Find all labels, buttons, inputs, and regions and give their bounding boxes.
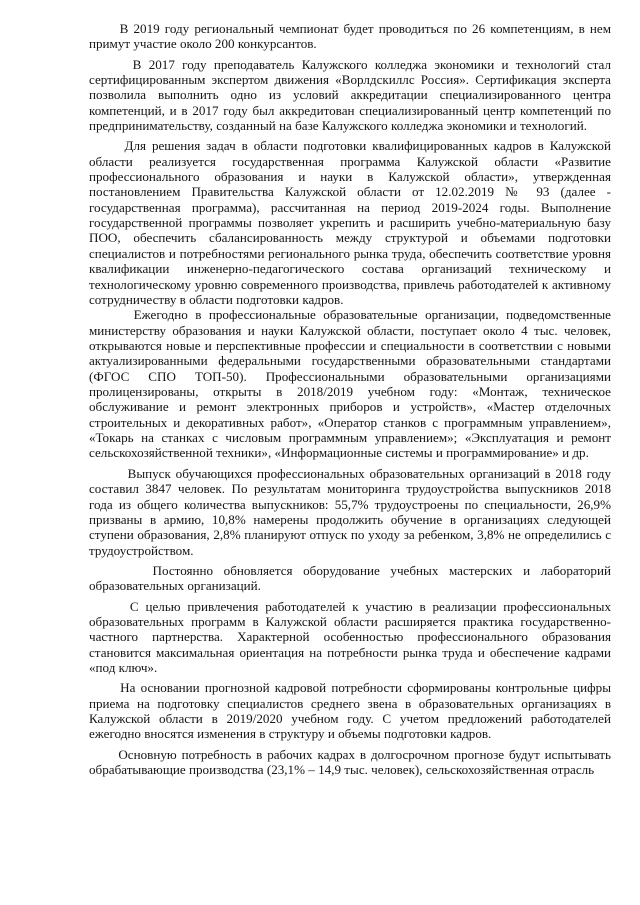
paragraph-state-program: Для решения задач в области подготовки квалифицированных кадров в Калужской области реализуется государственная программа Калужской области «Развитие профессионального образования и науки в Калужской области», утвержденная постановлением Правительства Калужской области от 12.02.2019 № 93 (далее - государственная программа), рассчитанная на период 2019-2024 годы. Выполнение государственной программы позволяет укрепить и расширить учебно-материальную базу ПОО, обеспечить сбалансированность между структурой и объемами подготовки специалистов и потребностями регионального рынка труда, обеспечить соответствие уровня квалификации инженерно-педагогического состава организаций техническому и технологическому уровню современного производства, привлечь работодателей к активному сотрудничеству в области подготовки кадров.	[89, 138, 611, 307]
paragraph-graduates: Выпуск обучающихся профессиональных образовательных организаций в 2018 году составил 3847 человек. По результатам мониторинга трудоустройства выпускников 2018 года из общего количества выпускников: 55,7% трудоустроены по специальности, 26,9% призваны в армию, 10,8% намерены продолжить обучение в организациях следующей ступени образования, 2,8% планируют отпуск по уходу за ребенком, 3,8% не определились с трудоустройством.	[89, 465, 611, 558]
paragraph-workforce-demand: Основную потребность в рабочих кадрах в долгосрочном прогнозе будут испытывать обрабатывающие производства (23,1% – 14,9 тыс. человек), сельскохозяйственная отрасль	[89, 746, 611, 777]
document-body	[89, 21, 611, 778]
paragraph-championship: В 2019 году региональный чемпионат будет проводиться по 26 компетенциям, в нем примут участие около 200 конкурсантов.	[89, 21, 611, 52]
paragraph-partnership: С целью привлечения работодателей к участию в реализации профессиональных образовательных программ в Калужской области расширяется практика государственно-частного партнерства. Характерной особенностью профессионального образования становится максимальная ориентация на потребности рынка труда и обеспечение кадрами «под ключ».	[89, 598, 611, 675]
paragraph-expert-certification: В 2017 году преподаватель Калужского колледжа экономики и технологий стал сертифицированным экспертом движения «Ворлдскиллс Россия». Сертификация эксперта позволила выполнить одно из условий аккредитации специализированного центра компетенций, и в 2017 году был аккредитован специализированный центр компетенций по предпринимательству, созданный на базе Калужского колледжа экономики и технологий.	[89, 56, 611, 134]
paragraph-admission-targets: На основании прогнозной кадровой потребности сформированы контрольные цифры приема на подготовку специалистов среднего звена в образовательных организациях в Калужской области в 2019/2020 учебном году. С учетом предложений работодателей ежегодно вносятся изменения в структуру и объемы подготовки кадров.	[89, 680, 611, 742]
paragraph-equipment: Постоянно обновляется оборудование учебных мастерских и лабораторий образовательных организаций.	[89, 562, 611, 594]
paragraph-admissions: Ежегодно в профессиональные образовательные организации, подведомственные министерству образования и науки Калужской области, поступает около 4 тыс. человек, открываются новые и перспективные профессии и специальности в соответствии с новыми актуализированными федеральными государственными образовательными стандартами (ФГОС СПО ТОП-50). Профессиональными образовательными организациями пролицензированы, открыты в 2018/2019 учебном году: «Монтаж, техническое обслуживание и ремонт электронных приборов и устройств», «Мастер отделочных строительных и декоративных работ», «Оператор станков с программным управлением», «Токарь на станках с числовым программным управлением»; «Эксплуатация и ремонт сельскохозяйственной техники», «Информационные системы и программирование» и др.	[89, 307, 611, 461]
